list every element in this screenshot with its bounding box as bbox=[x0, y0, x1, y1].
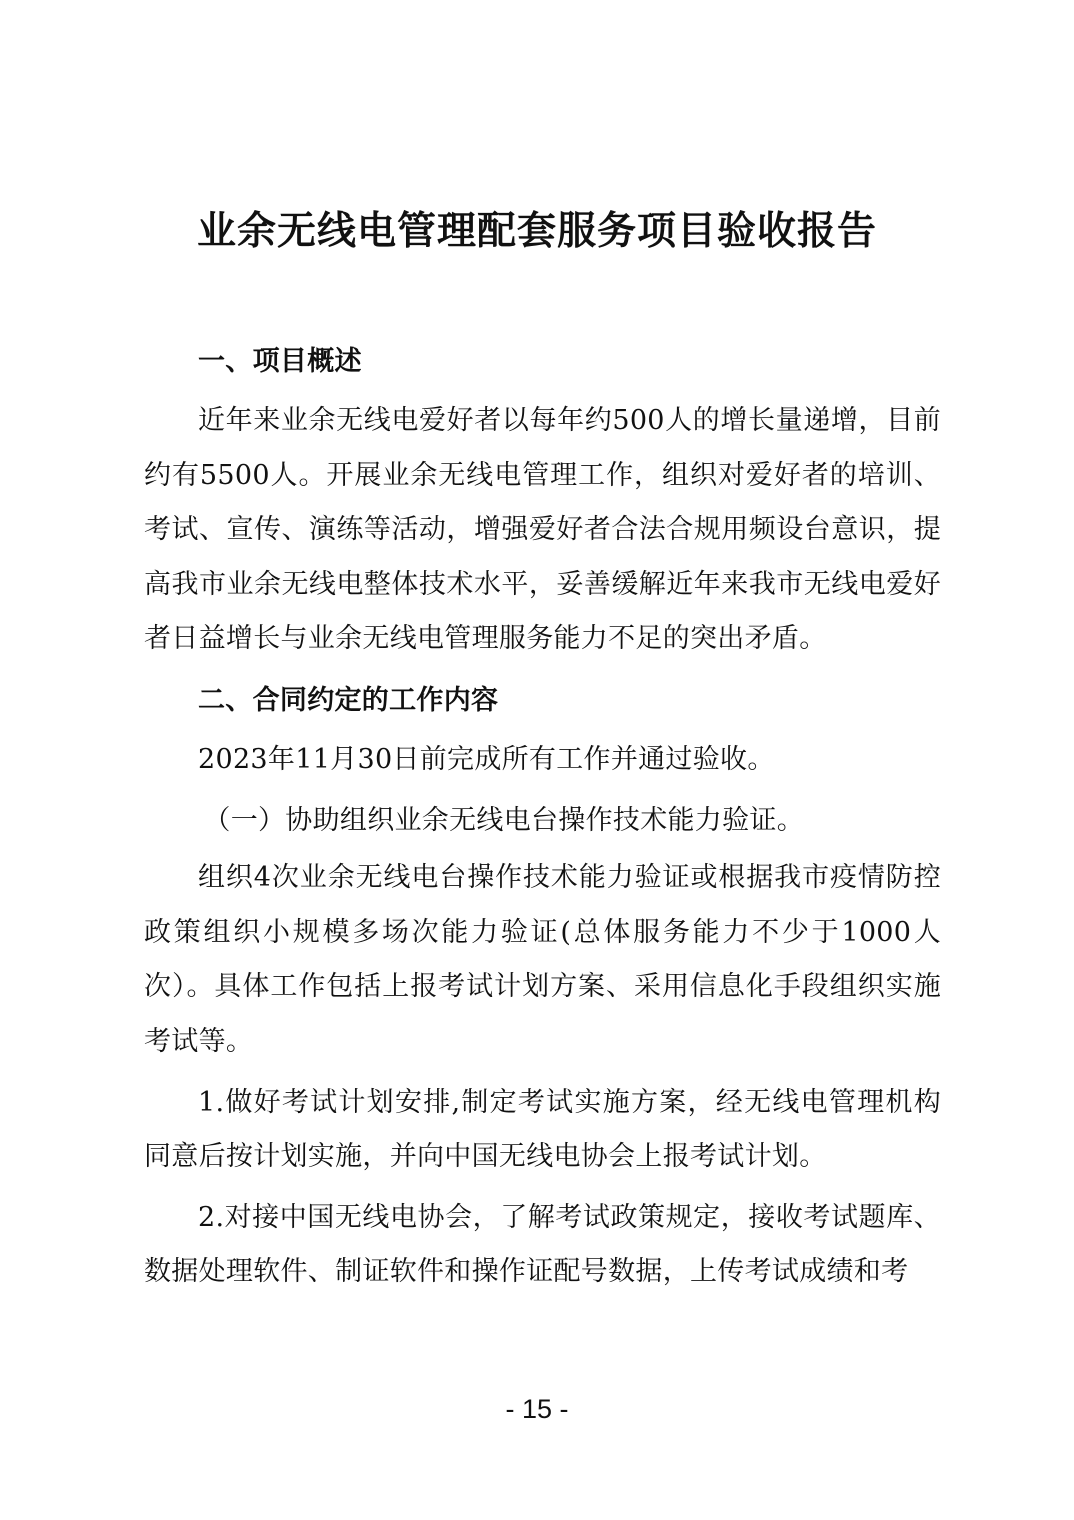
section-heading-contract-work: 二、合同约定的工作内容 bbox=[198, 684, 499, 716]
section-heading-overview: 一、项目概述 bbox=[198, 346, 362, 377]
list-item-exam-plan: 1.做好考试计划安排,制定考试实施方案，经无线电管理机构同意后按计划实施，并向中国无线电协会上报考试计划。 bbox=[144, 1086, 941, 1173]
document-title: 业余无线电管理配套服务项目验收报告 bbox=[196, 209, 877, 254]
contract-deadline-paragraph: 2023年11月30日前完成所有工作并通过验收。 bbox=[198, 743, 775, 775]
list-item-association-liaison: 2.对接中国无线电协会，了解考试政策规定，接收考试题库、数据处理软件、制证软件和操作证配号数据，上传考试成绩和考 bbox=[144, 1201, 941, 1288]
document-body bbox=[144, 334, 941, 1300]
overview-paragraph: 近年来业余无线电爱好者以每年约500人的增长量递增，目前约有5500人。开展业余无线电管理工作，组织对爱好者的培训、考试、宣传、演练等活动，增强爱好者合法合规用频设台意识，提高我市业余无线电整体技术水平，妥善缓解近年来我市无线电爱好者日益增长与业余无线电管理服务能力不足的突出矛盾。 bbox=[144, 405, 941, 655]
page-number: - 15 - bbox=[505, 1394, 569, 1424]
subsection-heading-capability-verification: （一）协助组织业余无线电台操作技术能力验证。 bbox=[203, 804, 804, 836]
capability-verification-paragraph: 组织4次业余无线电台操作技术能力验证或根据我市疫情防控政策组织小规模多场次能力验证(总体服务能力不少于1000人次）。具体工作包括上报考试计划方案、采用信息化手段组织实施考试等。 bbox=[144, 862, 941, 1057]
